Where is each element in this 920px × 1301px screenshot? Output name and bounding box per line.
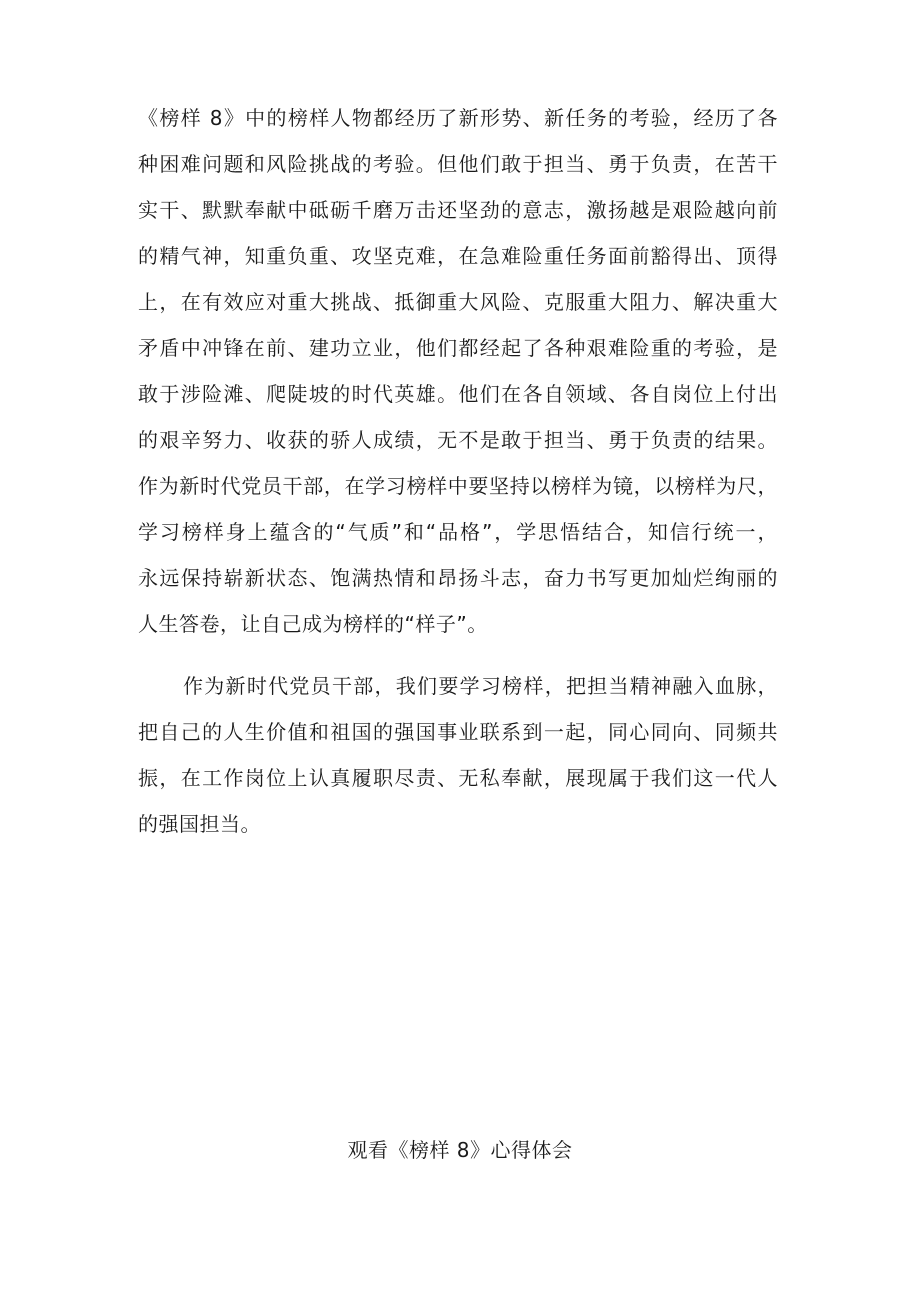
paragraph-line: 永远保持崭新状态、饱满热情和昂扬斗志，奋力书写更加灿烂绚丽的: [138, 566, 778, 590]
paragraph-line: 人生答卷，让自己成为榜样的“样子”。: [138, 612, 488, 636]
paragraph-line: 的艰辛努力、收获的骄人成绩，无不是敢于担当、勇于负责的结果。: [138, 428, 778, 452]
paragraph-line: 振，在工作岗位上认真履职尽责、无私奉献，展现属于我们这一代人: [138, 766, 778, 790]
paragraph-line: 敢于涉险滩、爬陡坡的时代英雄。他们在各自领域、各自岗位上付出: [138, 382, 778, 406]
paragraph-line: 种困难问题和风险挑战的考验。但他们敢于担当、勇于负责，在苦干: [138, 152, 778, 176]
paragraph-line: 作为新时代党员干部，在学习榜样中要坚持以榜样为镜，以榜样为尺，: [138, 474, 778, 498]
section-title: 观看《榜样 8》心得体会: [347, 1138, 573, 1162]
paragraph-line: 上，在有效应对重大挑战、抵御重大风险、克服重大阻力、解决重大: [138, 290, 778, 314]
paragraph-line: 作为新时代党员干部，我们要学习榜样，把担当精神融入血脉，: [183, 674, 778, 698]
paragraph-line: 把自己的人生价值和祖国的强国事业联系到一起，同心同向、同频共: [138, 720, 778, 744]
paragraph-line: 的强国担当。: [138, 812, 261, 836]
paragraph-line: 学习榜样身上蕴含的“气质”和“品格”，学思悟结合，知信行统一，: [138, 520, 778, 544]
paragraph-line: 的精气神，知重负重、攻坚克难，在急难险重任务面前豁得出、顶得: [138, 244, 778, 268]
paragraph-line: 《榜样 8》中的榜样人物都经历了新形势、新任务的考验，经历了各: [138, 106, 778, 130]
paragraph-line: 实干、默默奉献中砥砺千磨万击还坚劲的意志，激扬越是艰险越向前: [138, 198, 778, 222]
paragraph-line: 矛盾中冲锋在前、建功立业，他们都经起了各种艰难险重的考验，是: [138, 336, 778, 360]
